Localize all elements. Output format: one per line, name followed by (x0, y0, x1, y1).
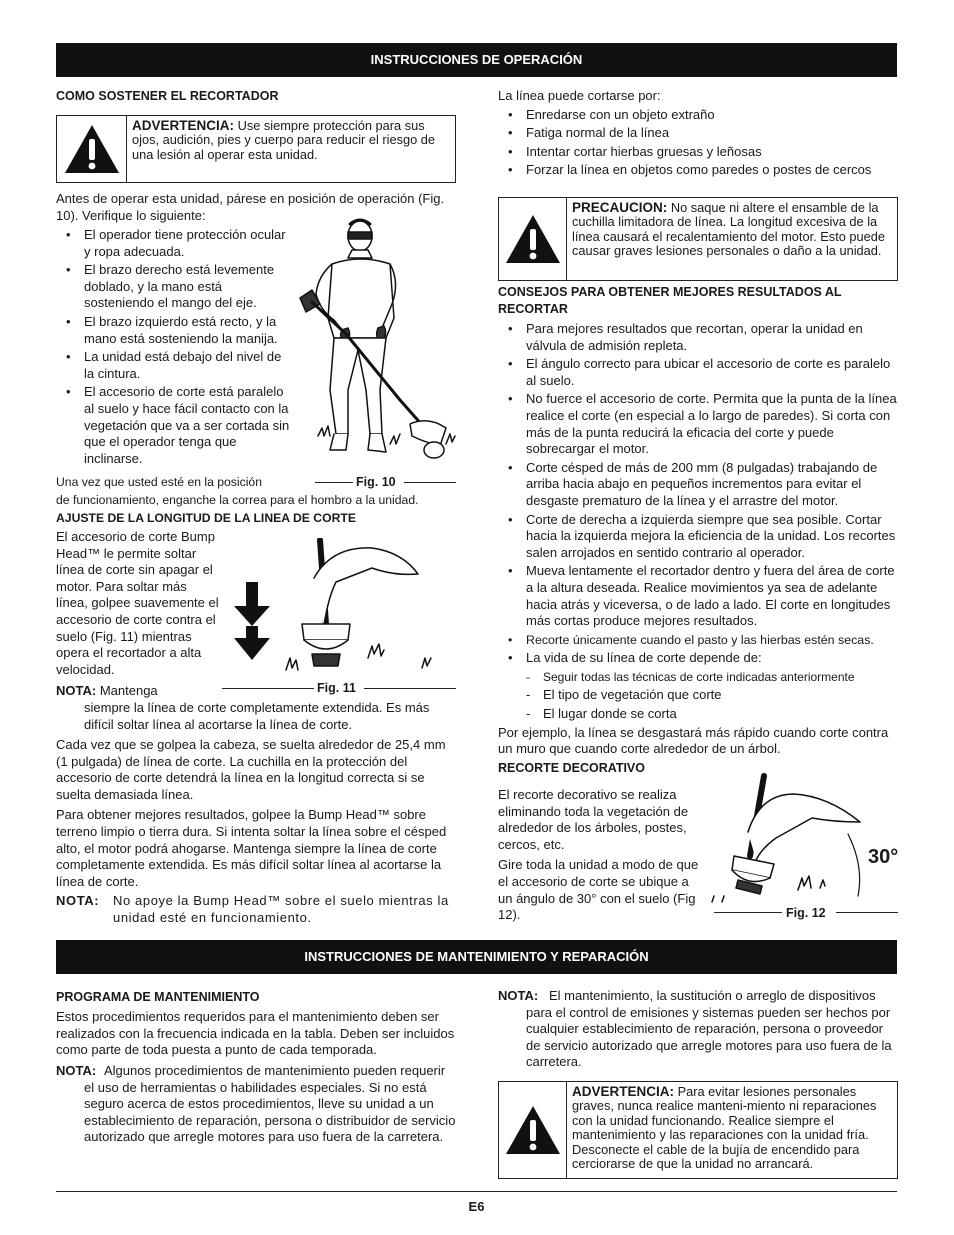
warning-label: ADVERTENCIA: (572, 1084, 675, 1099)
caution-text: No saque ni altere el ensamble de la cuchilla limitadora de línea. La longitud excesiva de la línea causará el recalentamiento del motor. Esto puede causar graves lesiones personales o daño a la unidad. (572, 200, 886, 259)
strap-text-a: Una vez que usted esté en la posición (56, 475, 262, 489)
list-item: • La vida de su línea de corte depende de: (498, 650, 898, 667)
fig12-label: Fig. 12 (786, 906, 826, 920)
list-item: • El operador tiene protección ocular y ropa adecuada. (56, 227, 294, 260)
heading-maintenance-schedule: PROGRAMA DE MANTENIMIENTO (56, 990, 260, 1004)
list-item: • La unidad está debajo del nivel de la cintura. (56, 349, 294, 382)
maintenance-nota2: El mantenimiento, la sustitución o arreglo de dispositivos para el control de emisiones y sistemas pueden ser hechos por cualquier establecimiento de reparación, persona o proveedor de servicio autorizado que arregle motores para uso fuera de la carretera. (526, 988, 892, 1070)
fig11-label: Fig. 11 (317, 681, 356, 695)
list-item: - Seguir todas las técnicas de corte indicadas anteriormente (498, 669, 898, 686)
warning-text: Para evitar lesiones personales graves, nunca realice manteni-miento ni reparaciones con la unidad funcionando. Realice siempre el mantenimiento y las reparaciones con la unidad fría. Desconecte el cable de la bujía de encendido para cerciorarse de que la unidad no arrancará. (572, 1084, 877, 1172)
list-item: • Corte de derecha a izquierda siempre que sea posible. Cortar hacia la izquierda mejora la eficiencia de la unidad. Los recortes salen arrojados en sentido contrario al operador. (498, 512, 898, 562)
heading-decorative: RECORTE DECORATIVO (498, 760, 645, 775)
nota-label: NOTA: (498, 988, 539, 1003)
list-item: • Enredarse con un objeto extraño (498, 107, 898, 124)
warning-box-maintenance (498, 1081, 898, 1179)
warning-triangle-icon (499, 1082, 567, 1178)
check-list (56, 227, 294, 467)
list-item: • El accesorio de corte está paralelo al suelo y hace fácil contacto con la vegetación que va a ser cortada sin que el operador tenga que inclinarse. (56, 384, 294, 467)
list-item: • El ángulo correcto para ubicar el accesorio de corte es paralelo al suelo. (498, 356, 898, 389)
list-item: • Para mejores resultados que recortan, operar la unidad en válvula de admisión repleta. (498, 321, 898, 354)
list-item: • El brazo derecho está levemente doblado, y la mano está sosteniendo el mango del eje. (56, 262, 294, 312)
fig10-label: Fig. 10 (356, 475, 396, 489)
warning-box-protection (56, 115, 456, 183)
section-header-maintenance: INSTRUCCIONES DE MANTENIMIENTO Y REPARACIÓN (56, 940, 897, 974)
heading-hold-trimmer: COMO SOSTENER EL RECORTADOR (56, 89, 279, 103)
tips-list (498, 321, 898, 667)
list-item: • Forzar la línea en objetos como paredes o postes de cercos (498, 162, 898, 179)
line-intro: La línea puede cortarse por: (498, 88, 661, 103)
life-list (498, 669, 898, 723)
line-causes-list (498, 107, 898, 179)
list-item: • El brazo izquierdo está recto, y la mano está sosteniendo la manija. (56, 314, 294, 347)
nota-label: NOTA: (56, 1063, 97, 1078)
adjust-text: El accesorio de corte Bump Head™ le permite soltar línea de corte sin apagar el motor. Para soltar más línea, golpee suavemente el accesorio de corte contra el suelo (Fig. 11) mientras opera el recortador a alta velocidad. (56, 529, 219, 677)
caution-box-line-limiter (498, 197, 898, 281)
deco-text-2: Gire toda la unidad a modo de que el accesorio de corte se ubique a un ángulo de 30° con el suelo (Fig 12). (498, 857, 699, 923)
warning-triangle-icon (499, 198, 567, 280)
section-header-operation: INSTRUCCIONES DE OPERACIÓN (56, 43, 897, 77)
warning-label: ADVERTENCIA: (132, 118, 235, 133)
list-item: • Fatiga normal de la línea (498, 125, 898, 142)
maintenance-nota1: Algunos procedimientos de mantenimiento pueden requerir el uso de herramientas o habilidades especiales. Si no está seguro acerca de estos procedimientos, lleve su unidad a un establecimiento de reparación, persona o distribuidor de servicio autorizado que arregle motores para uso fuera de la carretera. (84, 1063, 456, 1145)
nota2-label: NOTA: (56, 893, 100, 908)
para-best-results: Para obtener mejores resultados, golpee la Bump Head™ sobre terreno limpio o tierra dura. Si intenta soltar la línea sobre el césped alto, el motor podrá ahogarse. Mantenga siempre la línea de corte completamente extendida. Es más difícil soltar línea al acortarse la línea de corte. (56, 807, 447, 889)
strap-text-b: de funcionamiento, enganche la correa para el hombro a la unidad. (56, 493, 419, 507)
intro-text: Antes de operar esta unidad, párese en posición de operación (Fig. 10). Verifique lo siguiente: (56, 191, 445, 223)
left-column (56, 88, 456, 105)
deco-text-1: El recorte decorativo se realiza eliminando toda la vegetación de alrededor de los árboles, postes, cercos, etc. (498, 787, 689, 852)
page-number: E6 (468, 1199, 485, 1214)
list-item: • Intentar cortar hierbas gruesas y leñosas (498, 144, 898, 161)
para-each-bump: Cada vez que se golpea la cabeza, se suelta alrededor de 25,4 mm (1 pulgada) de línea de corte. La cuchilla en la protección del accesorio de corte detendrá la línea en la longitud correcta si se suelta demasiada línea. (56, 737, 446, 802)
list-item: • Corte césped de más de 200 mm (8 pulgadas) trabajando de arriba hacia abajo en pequeños incrementos para evitar el desgaste prematuro de la línea y el arrastre del motor. (498, 460, 898, 510)
nota1-text: siempre la línea de corte completamente extendida. Es más difícil soltar línea al acortarse la línea de corte. (84, 700, 430, 732)
list-item: • Mueva lentamente el recortador dentro y fuera del área de corte a la altura deseada. Realice movimientos ya sea de adelante hacia atrás y viceversa, o de lado a lado. El corte en longitudes más cortas produce mejores resultados. (498, 563, 898, 629)
angle-label: 30° (868, 846, 899, 868)
warning-triangle-icon (57, 116, 127, 182)
nota2-text: No apoye la Bump Head™ sobre el suelo mientras la unidad esté en funcionamiento. (113, 893, 449, 925)
heading-tips: CONSEJOS PARA OBTENER MEJORES RESULTADOS AL RECORTAR (498, 285, 842, 316)
nota1-a: Mantenga (99, 683, 158, 698)
nota-label: NOTA: (56, 683, 97, 698)
caution-label: PRECAUCION: (572, 200, 668, 215)
bump-head-illustration (232, 538, 458, 682)
angled-head-illustration (708, 772, 898, 908)
operator-illustration (290, 210, 460, 472)
list-item: - El tipo de vegetación que corte (498, 687, 898, 704)
list-item: • Recorte únicamente cuando el pasto y las hierbas estén secas. (498, 632, 898, 649)
example-text: Por ejemplo, la línea se desgastará más rápido cuando corte contra un muro que cuando corte alrededor de un árbol. (498, 724, 889, 757)
footer-rule (56, 1191, 897, 1192)
maintenance-text: Estos procedimientos requeridos para el mantenimiento deben ser realizados con la frecuencia indicada en la tabla. Deben ser incluidos como parte de toda puesta a punto de cada temporada. (56, 1009, 455, 1058)
list-item: - El lugar donde se corta (498, 706, 898, 723)
heading-adjust-line: AJUSTE DE LA LONGITUD DE LA LINEA DE CORTE (56, 511, 356, 525)
list-item: • No fuerce el accesorio de corte. Permita que la punta de la línea realice el corte (en especial a lo largo de paredes). Si corta con más de la punta reducirá la eficacia del corte y puede sobrecargar el motor. (498, 391, 898, 457)
warning-text: Use siempre protección para sus ojos, audición, pies y cuerpo para reducir el riesgo de una lesión al operar esta unidad. (132, 118, 436, 162)
